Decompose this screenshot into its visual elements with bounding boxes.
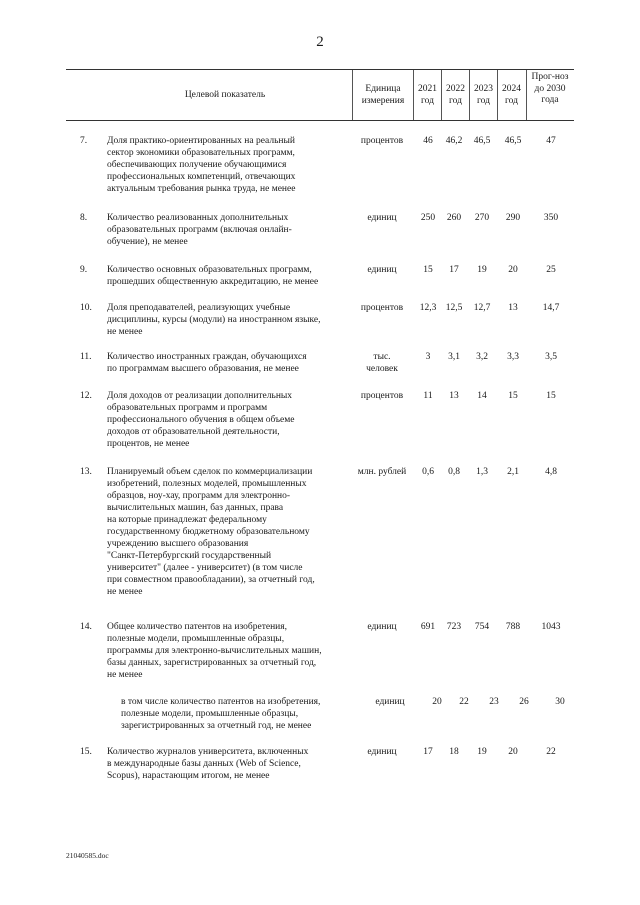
row-unit: единиц — [367, 213, 397, 223]
value-2022: 18 — [449, 747, 459, 757]
row-number: 13. — [80, 467, 92, 477]
value-2021: 20 — [432, 697, 442, 707]
value-2030: 25 — [546, 265, 556, 275]
value-2022: 22 — [459, 697, 469, 707]
value-2022: 3,1 — [448, 352, 460, 362]
value-2024: 13 — [508, 303, 518, 313]
value-2024: 3,3 — [507, 352, 519, 362]
row-description: Количество основных образовательных программ, прошедших общественную аккредитацию, не менее — [107, 265, 319, 287]
value-2021: 17 — [423, 747, 433, 757]
row-description: Доля преподавателей, реализующих учебные дисциплины, курсы (модули) на иностранном языке, не менее — [107, 303, 321, 337]
value-2021: 250 — [420, 213, 436, 223]
value-2023: 1,3 — [476, 467, 488, 477]
value-2022: 17 — [449, 265, 459, 275]
row-description: Количество реализованных дополнительных образовательных программ (включая онлайн- обучение), не менее — [107, 213, 292, 247]
value-2022: 46,2 — [445, 136, 463, 146]
value-2022: 12,5 — [445, 303, 463, 313]
value-2024: 46,5 — [504, 136, 522, 146]
row-number: 15. — [80, 747, 92, 757]
row-unit: млн. рублей — [357, 467, 407, 477]
row-description: Количество иностранных граждан, обучающихся по программам высшего образования, не менее — [107, 352, 307, 374]
value-2024: 788 — [505, 622, 521, 632]
header-indicator: Целевой показатель — [184, 90, 266, 100]
value-2022: 723 — [446, 622, 462, 632]
row-unit: единиц — [367, 265, 397, 275]
row-number: 8. — [80, 213, 88, 223]
value-2023: 12,7 — [473, 303, 491, 313]
header-2023: 2023 год — [474, 84, 493, 106]
document-footer: 21040585.doc — [66, 851, 109, 860]
value-2021: 0,6 — [422, 467, 434, 477]
row-unit: процентов — [360, 391, 404, 401]
header-bottom-rule — [66, 120, 574, 121]
value-2023: 14 — [477, 391, 487, 401]
value-2022: 13 — [449, 391, 459, 401]
value-2023: 19 — [477, 265, 487, 275]
row-description: Планируемый объем сделок по коммерциализации изобретений, полезных моделей, промышленных образцов, ноу-хау, программ для электронно- вычислительных машин, баз данных, права на которые принадлежат федеральному государственному бюджетному образовательному учреждению высшего образования "Санкт-Петербургский государственный университет" (далее - университет) (в том числе при совместном правообладании), за отчетный год, не менее — [107, 467, 315, 597]
value-2030: 350 — [543, 213, 559, 223]
value-2023: 3,2 — [476, 352, 488, 362]
row-unit: процентов — [360, 303, 404, 313]
row-number: 11. — [80, 352, 92, 362]
value-2024: 290 — [505, 213, 521, 223]
value-2024: 20 — [508, 265, 518, 275]
row-number: 14. — [80, 622, 92, 632]
value-2021: 3 — [425, 352, 431, 362]
row-description: Количество журналов университета, включенных в международные базы данных (Web of Science, Scopus), нарастающим итогом, не менее — [107, 747, 309, 781]
page-number: 2 — [316, 34, 324, 50]
value-2022: 0,8 — [448, 467, 460, 477]
header-2022: 2022 год — [446, 84, 465, 106]
row-unit: процентов — [360, 136, 404, 146]
row-description: в том числе количество патентов на изобретения, полезные модели, промышленные образцы, зарегистрированных за отчетный год, не менее — [121, 697, 321, 731]
row-description: Доля доходов от реализации дополнительных образовательных программ и программ профессионального обучения в общем объеме доходов от образовательной деятельности, процентов, не менее — [107, 391, 295, 449]
row-unit: единиц — [375, 697, 405, 707]
row-number: 12. — [80, 391, 92, 401]
value-2023: 23 — [489, 697, 499, 707]
value-2024: 20 — [508, 747, 518, 757]
value-2021: 46 — [423, 136, 433, 146]
value-2021: 691 — [420, 622, 436, 632]
value-2023: 46,5 — [473, 136, 491, 146]
value-2024: 26 — [519, 697, 529, 707]
value-2030: 47 — [546, 136, 556, 146]
value-2021: 12,3 — [419, 303, 437, 313]
row-unit: единиц — [367, 622, 397, 632]
value-2030: 22 — [546, 747, 556, 757]
header-2021: 2021 год — [418, 84, 437, 106]
value-2022: 260 — [446, 213, 462, 223]
value-2021: 15 — [423, 265, 433, 275]
value-2030: 3,5 — [545, 352, 557, 362]
row-description: Общее количество патентов на изобретения, полезные модели, промышленные образцы, программы для электронно-вычислительных машин, базы данных, зарегистрированных за отчетный год, не менее — [107, 622, 322, 680]
value-2030: 15 — [546, 391, 556, 401]
row-description: Доля практико-ориентированных на реальный сектор экономики образовательных программ, обеспечивающих получение обучающимися профессиональных компетенций, отвечающих актуальным требования рынка труда, не менее — [107, 136, 296, 194]
row-number: 9. — [80, 265, 88, 275]
value-2030: 1043 — [541, 622, 561, 632]
value-2030: 30 — [555, 697, 565, 707]
value-2023: 754 — [474, 622, 490, 632]
value-2024: 2,1 — [507, 467, 519, 477]
value-2023: 270 — [474, 213, 490, 223]
header-forecast: Прог-ноз до 2030 года — [531, 72, 569, 105]
value-2030: 14,7 — [542, 303, 560, 313]
value-2030: 4,8 — [545, 467, 557, 477]
row-number: 10. — [80, 303, 92, 313]
row-unit: единиц — [367, 747, 397, 757]
row-number: 7. — [80, 136, 88, 146]
header-unit: Единица измерения — [361, 84, 405, 106]
value-2024: 15 — [508, 391, 518, 401]
value-2023: 19 — [477, 747, 487, 757]
header-2024: 2024 год — [502, 84, 521, 106]
value-2021: 11 — [423, 391, 433, 401]
row-unit: тыс. человек — [366, 352, 398, 374]
